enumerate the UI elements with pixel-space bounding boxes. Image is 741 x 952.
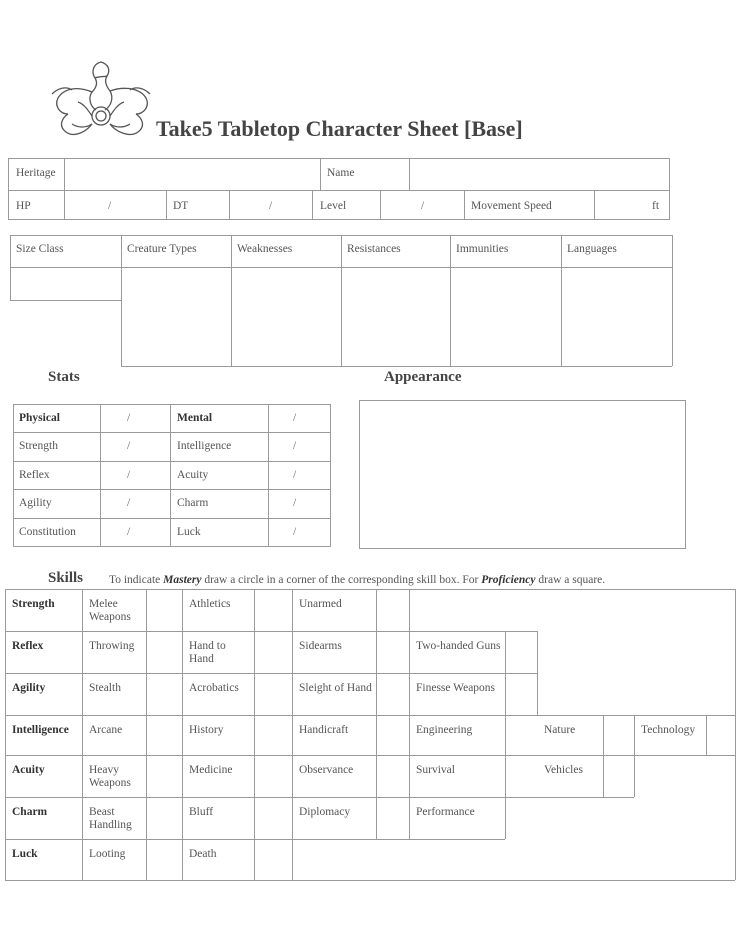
trait-label-resistances: Resistances [347, 243, 401, 255]
skill-box-two-handed-guns[interactable] [506, 632, 536, 672]
skill-box-finesse-weapons[interactable] [506, 674, 536, 714]
skill-box-hand-to-hand[interactable] [255, 632, 291, 672]
dt-label: DT [173, 200, 189, 212]
skill-box-throwing[interactable] [147, 632, 181, 672]
skill-box-technology[interactable] [707, 716, 734, 754]
skill-box-sleight-of-hand[interactable] [377, 674, 408, 714]
skill-attr-charm: Charm [12, 806, 48, 818]
movement-unit: ft [652, 200, 660, 212]
skill-box-nature[interactable] [604, 716, 633, 754]
stat-value-charm[interactable]: / [293, 497, 297, 509]
skill-label-acrobatics: Acrobatics [189, 682, 239, 694]
skill-label-looting: Looting [89, 848, 126, 860]
stat-header-physical: Physical [19, 412, 60, 424]
skill-attr-intelligence: Intelligence [12, 724, 69, 736]
skill-label-survival: Survival [416, 764, 455, 776]
movement-speed-label: Movement Speed [471, 200, 552, 212]
skill-label-arcane: Arcane [89, 724, 123, 736]
skill-label-technology: Technology [641, 724, 696, 736]
trait-field-resistances[interactable] [343, 269, 448, 366]
trait-field-creature-types[interactable] [123, 269, 229, 366]
trait-label-size-class: Size Class [16, 243, 64, 255]
skill-label-handicraft: Handicraft [299, 724, 349, 736]
skill-label-vehicles: Vehicles [544, 764, 583, 776]
skill-box-medicine[interactable] [255, 756, 291, 796]
stat-label-strength: Strength [19, 440, 58, 452]
skill-label-sidearms: Sidearms [299, 640, 342, 652]
skill-label-sleight-of-hand: Sleight of Hand [299, 682, 372, 694]
stat-value-acuity[interactable]: / [293, 469, 297, 481]
skill-box-observance[interactable] [377, 756, 408, 796]
stat-value-reflex[interactable]: / [127, 469, 131, 481]
stat-label-agility: Agility [19, 497, 52, 509]
skill-attr-agility: Agility [12, 682, 46, 694]
skill-label-melee-weapons: Melee Weapons [89, 598, 131, 623]
appearance-heading: Appearance [384, 369, 462, 385]
stat-value-luck[interactable]: / [293, 526, 297, 538]
skill-label-finesse-weapons: Finesse Weapons [416, 682, 496, 694]
hp-slash[interactable]: / [108, 200, 112, 212]
level-label: Level [320, 200, 347, 212]
trait-field-weaknesses[interactable] [233, 269, 339, 366]
skill-box-stealth[interactable] [147, 674, 181, 714]
skill-label-beast-handling: Beast Handling [89, 806, 132, 831]
skill-label-medicine: Medicine [189, 764, 233, 776]
skill-box-vehicles[interactable] [604, 756, 633, 796]
skill-box-athletics[interactable] [255, 590, 291, 630]
skill-label-unarmed: Unarmed [299, 598, 342, 610]
skill-box-melee-weapons[interactable] [147, 590, 181, 630]
level-slash[interactable]: / [421, 200, 425, 212]
skill-box-performance[interactable] [506, 798, 536, 838]
trait-label-weaknesses: Weaknesses [237, 243, 293, 255]
skill-box-looting[interactable] [147, 840, 181, 879]
skills-heading: Skills [48, 570, 84, 586]
stats-heading: Stats [48, 369, 80, 385]
skill-label-throwing: Throwing [89, 640, 135, 652]
stat-label-constitution: Constitution [19, 526, 76, 538]
stat-header-slash: / [293, 412, 297, 424]
stat-value-constitution[interactable]: / [127, 526, 131, 538]
skill-label-stealth: Stealth [89, 682, 121, 694]
skill-label-heavy-weapons: Heavy Weapons [89, 764, 131, 789]
heritage-label: Heritage [16, 167, 56, 179]
crest-logo-icon [48, 58, 154, 140]
skill-attr-strength: Strength [12, 598, 55, 610]
trait-label-creature-types: Creature Types [127, 243, 197, 255]
stat-label-intelligence: Intelligence [177, 440, 232, 452]
skill-box-bluff[interactable] [255, 798, 291, 838]
skill-label-two-handed-guns: Two-handed Guns [416, 640, 501, 652]
heritage-field[interactable] [66, 160, 318, 188]
skill-box-death[interactable] [255, 840, 291, 879]
skill-label-diplomacy: Diplomacy [299, 806, 351, 818]
stat-label-reflex: Reflex [19, 469, 50, 481]
name-label: Name [327, 167, 355, 179]
trait-field-size-class[interactable] [12, 269, 119, 300]
hp-label: HP [16, 200, 31, 212]
stat-value-intelligence[interactable]: / [293, 440, 297, 452]
skill-label-athletics: Athletics [189, 598, 231, 610]
skill-box-arcane[interactable] [147, 716, 181, 754]
skill-box-heavy-weapons[interactable] [147, 756, 181, 796]
sheet-title: Take5 Tabletop Character Sheet [Base] [156, 116, 523, 141]
dt-slash[interactable]: / [269, 200, 273, 212]
skill-label-history: History [189, 724, 224, 736]
skill-label-bluff: Bluff [189, 806, 214, 818]
trait-label-immunities: Immunities [456, 243, 509, 255]
skill-label-performance: Performance [416, 806, 475, 818]
skill-box-sidearms[interactable] [377, 632, 408, 672]
skill-label-death: Death [189, 848, 217, 860]
skill-box-handicraft[interactable] [377, 716, 408, 754]
skill-box-acrobatics[interactable] [255, 674, 291, 714]
appearance-box[interactable] [359, 400, 686, 549]
skill-attr-luck: Luck [12, 848, 38, 860]
skill-label-hand-to-hand: Hand to Hand [189, 640, 226, 665]
skill-label-engineering: Engineering [416, 724, 473, 736]
skill-box-survival[interactable] [506, 756, 536, 796]
stat-value-agility[interactable]: / [127, 497, 131, 509]
stat-header-mental: Mental [177, 412, 213, 424]
stat-label-luck: Luck [177, 526, 201, 538]
skill-box-engineering[interactable] [506, 716, 536, 754]
skill-attr-acuity: Acuity [12, 764, 45, 776]
stat-value-strength[interactable]: / [127, 440, 131, 452]
skill-box-beast-handling[interactable] [147, 798, 181, 838]
stat-label-acuity: Acuity [177, 469, 209, 481]
stat-header-slash: / [127, 412, 131, 424]
skill-label-nature: Nature [544, 724, 576, 736]
stat-label-charm: Charm [177, 497, 209, 509]
skill-label-observance: Observance [299, 764, 354, 776]
skill-attr-reflex: Reflex [12, 640, 44, 652]
skill-box-unarmed[interactable] [377, 590, 408, 630]
skill-box-diplomacy[interactable] [377, 798, 408, 838]
name-field[interactable] [411, 160, 667, 188]
trait-field-languages[interactable] [563, 269, 670, 366]
trait-label-languages: Languages [567, 243, 617, 255]
skill-box-history[interactable] [255, 716, 291, 754]
skills-note: To indicate Mastery draw a circle in a corner of the corresponding skill box. For Proficiency draw a square. [109, 574, 606, 586]
trait-field-immunities[interactable] [452, 269, 559, 366]
